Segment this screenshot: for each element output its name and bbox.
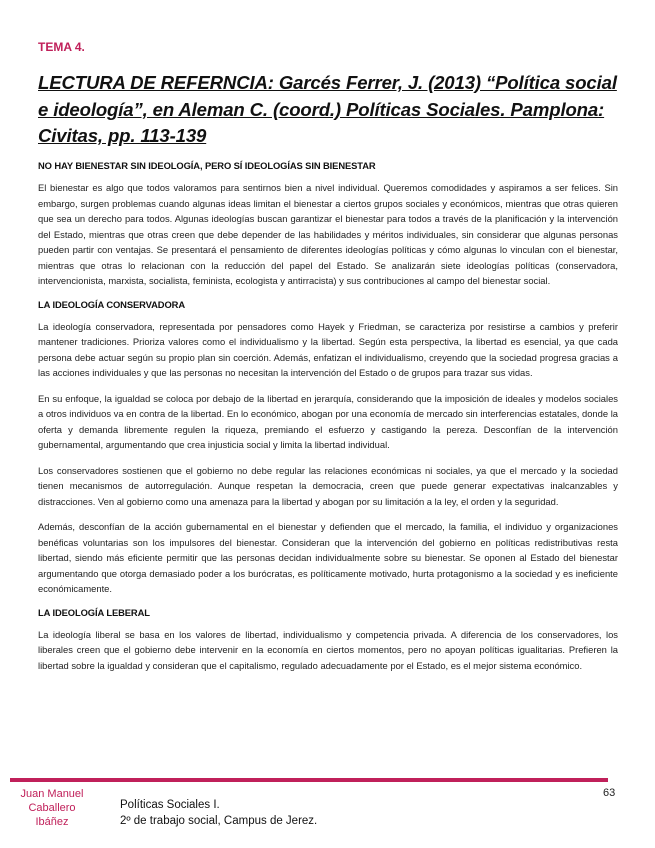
paragraph: El bienestar es algo que todos valoramos para sentirnos bien a nivel individual. Queremos comodidades y aspiramos a ser felices. Sin embargo, surgen problemas cuando algunas ideas limitan el bienestar a ciertos grupos sociales y económicos, mientras que otras quieren que sea un derecho para todos. Algunas ideologías buscan garantizar el bienestar para todos a través de la planificación y la intervención del Estado, mientras que otras creen que debe depender de las habilidades y méritos individuales, sin considerar que algunas personas pueden partir con ventajas. Se presentará el pensamiento de diferentes ideologías políticas y cómo algunas lo vinculan con el bienestar, mientras que otras lo relacionan con la reducción del papel del Estado. Se analizarán siete ideologías políticas (conservadora, intervencionista, marxista, socialista, feminista, ecologista y antirracista) y sus contribuciones al campo del bienestar social. — [38, 182, 618, 286]
document-body — [38, 160, 618, 683]
author-name — [14, 787, 90, 829]
course-title: Políticas Sociales I. — [120, 799, 220, 811]
paragraph: En su enfoque, la igualdad se coloca por debajo de la libertad en jerarquía, considerando que la imposición de ideales y modelos sociales a otros individuos va en contra de la libertad. En lo económico, abogan por una economía de mercado sin interferencias estatales, donde la oferta y demanda libremente regulen la riqueza, premiando el esfuerzo y castigando la pereza. Desconfían de la intervención gubernamental, argumentando que crea injusticia social y limita la libertad individual. — [38, 392, 618, 450]
footer-divider — [10, 778, 608, 782]
author-line: Ibáñez — [35, 816, 69, 828]
course-subtitle: 2º de trabajo social, Campus de Jerez. — [120, 815, 318, 827]
section-heading-liberal: LA IDEOLOGÍA LEBERAL — [38, 606, 150, 618]
author-line: Caballero — [28, 802, 76, 814]
section-heading-conservadora: LA IDEOLOGÍA CONSERVADORA — [38, 298, 185, 310]
paragraph: Además, desconfían de la acción gubernamental en el bienestar y defienden que el mercado, la familia, el individuo y organizaciones benéficas voluntarias son los impulsores del bienestar. Consideran que la intervención del gobierno en políticas redistributivas resta libertad, siendo más eficiente permitir que las personas decidan individualmente sobre su bienestar. Se oponen al Estado del bienestar argumentando que otorga demasiado poder a los burócratas, es políticamente motivado, hurta protagonismo a la sociedad y es ineficiente económicamente. — [38, 521, 618, 594]
reference-title: LECTURA DE REFERNCIA: Garcés Ferrer, J. (2013) “Política social e ideología”, en Aleman C. (coord.) Políticas Sociales. Pamplona: Civitas, pp. 113-139 — [38, 72, 617, 146]
chapter-label: TEMA 4. — [38, 40, 85, 54]
author-line: Juan Manuel — [20, 788, 84, 800]
paragraph: La ideología liberal se basa en los valores de libertad, individualismo y competencia privada. A diferencia de los conservadores, los liberales creen que el gobierno debe intervenir en la economía en ciertos momentos, pero no apoyan políticas igualitarias. Prefieren la libertad sobre la igualdad y consideran que el capitalismo, regulado adecuadamente por el Estado, es el mejor sistema económico. — [38, 628, 618, 671]
paragraph: La ideología conservadora, representada por pensadores como Hayek y Friedman, se caracteriza por resistirse a cambios y preferir mantener tradiciones. Prioriza valores como el individualismo y la libertad. Según esta perspectiva, la libertad es esencial, ya que cada persona debe actuar según su propio plan sin coerción. Además, enfatizan el individualismo, creyendo que la sociedad progresa gracias a las acciones individuales y que las personas no necesitan la intervención del Estado o de grupos para trazar sus vidas. — [38, 320, 618, 378]
section-heading-intro: NO HAY BIENESTAR SIN IDEOLOGÍA, PERO SÍ IDEOLOGÍAS SIN BIENESTAR — [38, 160, 376, 171]
paragraph: Los conservadores sostienen que el gobierno no debe regular las relaciones económicas ni sociales, ya que el mercado y la sociedad tienen mecanismos de autorregulación. Aunque respetan la democracia, creen que puede generar expectativas inalcanzables y distracciones. Ven al gobierno como una amenaza para la libertad y abogan por su limitación a la ley, el orden y la seguridad. — [38, 464, 618, 507]
page-number: 63 — [603, 787, 616, 799]
course-info — [120, 797, 317, 829]
